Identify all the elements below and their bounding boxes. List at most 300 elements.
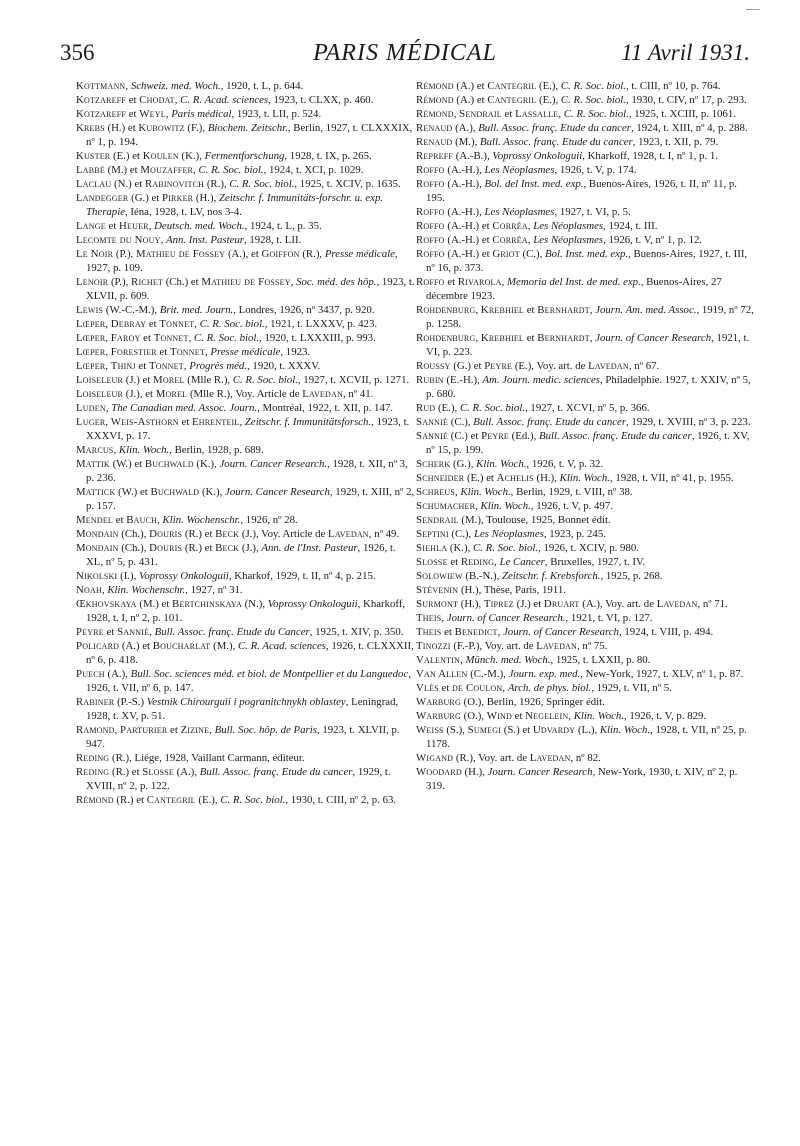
- citation-text: et: [113, 514, 127, 526]
- bibliography-entry: [416, 555, 755, 569]
- citation-text: , 1926, t. V, p. 497.: [530, 500, 613, 512]
- author-name: Kottmann: [76, 80, 126, 92]
- journal-title: Bol. del Inst. med. exp.: [484, 178, 584, 190]
- bibliography-entry: [416, 541, 755, 555]
- citation-text: , 1919, nº 72, p. 1258.: [426, 304, 754, 330]
- citation-text: (J.),: [239, 542, 262, 554]
- author-name: Douris: [149, 528, 183, 540]
- citation-text: , 1926, t. V, p. 174.: [554, 164, 637, 176]
- bibliography-entry: [416, 107, 755, 121]
- author-name: Faroy: [110, 332, 141, 344]
- citation-text: et: [501, 108, 516, 120]
- author-name: Weyl: [139, 108, 166, 120]
- author-name: Rémond: [416, 108, 454, 120]
- citation-text: , nº 49.: [368, 528, 400, 540]
- citation-text: (E.-H.),: [443, 374, 483, 386]
- author-name: Solowiew: [416, 570, 463, 582]
- citation-text: (M.) et: [136, 598, 173, 610]
- citation-text: ,: [475, 500, 481, 512]
- journal-title: Klin. Woch.: [599, 724, 651, 736]
- author-name: Theis: [416, 612, 442, 624]
- author-name: Lassalle: [515, 108, 559, 120]
- author-name: Rohdenburg: [416, 304, 476, 316]
- journal-title: C. R. Soc. biol.: [229, 178, 295, 190]
- citation-text: (C.),: [519, 248, 545, 260]
- author-name: Lavedan: [656, 598, 698, 610]
- citation-text: (K.),: [447, 542, 473, 554]
- citation-text: (A.), Voy. art. de: [579, 598, 657, 610]
- author-name: Roffo: [416, 276, 445, 288]
- citation-text: (R.),: [299, 248, 325, 260]
- author-name: Beck: [215, 528, 240, 540]
- citation-text: , 1929, t. XVIII, nº 3, p. 223.: [626, 416, 751, 428]
- citation-text: ,: [502, 682, 508, 694]
- author-name: Reding: [460, 556, 495, 568]
- author-name: Roffo: [416, 164, 445, 176]
- bibliography-entry: [76, 303, 415, 317]
- citation-text: , 1927, nº 31.: [185, 584, 243, 596]
- author-name: Puech: [76, 668, 105, 680]
- citation-text: (A.-H.) et: [444, 234, 493, 246]
- citation-text: et: [441, 626, 455, 638]
- bibliography-entry: [416, 135, 755, 149]
- bibliography-entry: [416, 247, 755, 275]
- bibliography-entry: [76, 93, 415, 107]
- citation-text: ,: [494, 556, 500, 568]
- citation-text: ,: [157, 514, 163, 526]
- author-name: Rémond: [76, 794, 114, 806]
- citation-text: (B.-N.),: [462, 570, 502, 582]
- citation-text: (W.) et: [109, 458, 145, 470]
- citation-text: (C.-M.),: [467, 668, 509, 680]
- citation-text: , 1930, t. CIV, nº 17, p. 293.: [625, 94, 747, 106]
- author-name: Peyre: [484, 360, 513, 372]
- citation-text: , New-York, 1927, t. XLV, nº 1, p. 87.: [580, 668, 744, 680]
- bibliography-entry: [76, 373, 415, 387]
- journal-title: C. R. Soc. biol.: [232, 374, 298, 386]
- journal-title: Arch. de phys. biol.: [507, 682, 592, 694]
- author-name: Lange: [76, 220, 106, 232]
- author-name: Œkhovskaya: [76, 598, 137, 610]
- author-name: Kuster: [76, 150, 111, 162]
- author-name: Rubin: [416, 374, 444, 386]
- citation-text: (E.),: [536, 80, 561, 92]
- citation-text: (Ch.) et: [163, 276, 202, 288]
- citation-text: et: [438, 682, 453, 694]
- citation-text: (Mlle R.),: [184, 374, 233, 386]
- bibliography-entry: [416, 373, 755, 401]
- author-name: Repreff: [416, 150, 454, 162]
- bibliography-entry: [76, 415, 415, 443]
- citation-text: (K.),: [199, 486, 226, 498]
- bibliography-entry: [76, 163, 415, 177]
- citation-text: (E.) et: [464, 472, 497, 484]
- citation-text: et: [103, 626, 118, 638]
- citation-text: et: [105, 220, 120, 232]
- citation-text: , Kharkof, 1929, t. II, nº 4, p. 215.: [228, 570, 376, 582]
- author-name: Lavedan: [328, 528, 369, 540]
- citation-text: (E.), Voy. art. de: [512, 360, 589, 372]
- citation-text: ,: [527, 220, 534, 232]
- citation-text: (G.) et: [128, 192, 162, 204]
- citation-text: (R.), Voy. art. de: [453, 752, 530, 764]
- author-name: Roffo: [416, 178, 445, 190]
- author-name: Bauch: [126, 514, 158, 526]
- journal-title: Voprossy Onkologuii: [267, 598, 358, 610]
- citation-text: , Londres, 1926, nº 3437, p. 920.: [233, 304, 375, 316]
- citation-text: (C.),: [448, 528, 474, 540]
- bibliography-entry: [416, 331, 755, 359]
- author-name: Luger: [76, 416, 106, 428]
- citation-text: ,: [148, 220, 155, 232]
- bibliography-entry: [416, 583, 755, 597]
- bibliography-entry: [76, 513, 415, 527]
- author-name: Heuer: [119, 220, 149, 232]
- citation-text: , 1928, t. LII.: [243, 234, 302, 246]
- journal-title: Les Néoplasmes: [533, 234, 604, 246]
- author-name: Buchwald: [150, 486, 200, 498]
- author-name: Mattick: [76, 486, 116, 498]
- citation-text: (J.) et: [123, 374, 154, 386]
- bibliography-entry: [76, 191, 415, 219]
- author-name: Wigand: [416, 752, 454, 764]
- citation-text: , 1924, t. III.: [603, 220, 658, 232]
- citation-text: ,: [165, 108, 172, 120]
- citation-text: ,: [475, 304, 481, 316]
- bibliography-entry: [416, 121, 755, 135]
- author-name: Lœper: [76, 360, 106, 372]
- bibliography-entry: [416, 513, 755, 527]
- journal-title: Journ. of Cancer Research: [595, 332, 712, 344]
- bibliography-entry: [416, 667, 755, 681]
- journal-title: The Canadian med. Assoc. Journ.: [111, 402, 258, 414]
- bibliography-entry: [76, 569, 415, 583]
- citation-text: (R.) et: [113, 794, 147, 806]
- bibliography-entry: [416, 695, 755, 709]
- author-name: Krebs: [76, 122, 105, 134]
- citation-text: (A.) et: [119, 640, 153, 652]
- bibliography-entry: [76, 695, 415, 723]
- bibliography-entry: [416, 625, 755, 639]
- citation-text: (F.),: [184, 122, 208, 134]
- author-name: Renaud: [416, 136, 453, 148]
- bibliography-entry: [416, 275, 755, 303]
- citation-text: (R.),: [204, 178, 230, 190]
- citation-text: , 1928, t. VII, nº 41, p. 1955.: [609, 472, 734, 484]
- page-number: 356: [60, 40, 95, 65]
- author-name: Sendrail: [416, 514, 459, 526]
- author-name: Surmont: [416, 598, 459, 610]
- journal-title: C. R. Acad. sciences: [238, 640, 326, 652]
- author-name: Lavedan: [536, 640, 578, 652]
- citation-text: , Buenos-Aires, 27 décembre 1923.: [426, 276, 722, 302]
- bibliography-entry: [416, 499, 755, 513]
- journal-title: Les Néoplasmes: [533, 220, 604, 232]
- author-name: Mathieu de Fossey: [135, 248, 226, 260]
- author-name: Cantegril: [487, 80, 537, 92]
- journal-title: Bull. Assoc. franç. Etude du cancer: [473, 416, 627, 428]
- citation-text: ,: [209, 724, 215, 736]
- bibliography-entry: [416, 233, 755, 247]
- citation-text: , 1926, t. XV, nº 15, p. 199.: [426, 430, 750, 456]
- journal-title: Zeitschr. f. Immunitäts-forschr. u. exp. Therapie: [86, 192, 384, 218]
- bibliography-entry: [416, 457, 755, 471]
- author-name: Weiss: [416, 724, 444, 736]
- author-name: Tonnet: [159, 318, 195, 330]
- author-name: Roffo: [416, 248, 445, 260]
- page-header: [60, 40, 750, 80]
- author-name: Le Noir: [76, 248, 114, 260]
- journal-title: Klin. Woch.: [559, 472, 610, 484]
- author-name: Kotzareff: [76, 94, 127, 106]
- citation-text: (R.) et: [109, 766, 143, 778]
- author-name: Tinozzi: [416, 640, 451, 652]
- citation-text: (E.),: [536, 94, 561, 106]
- author-name: Kubowitz: [138, 122, 185, 134]
- bibliography-entry: [416, 177, 755, 205]
- citation-text: , Montréal, 1922, t. XII, p. 147.: [257, 402, 393, 414]
- citation-text: , 1920, t. L, p. 644.: [220, 80, 304, 92]
- author-name: Morel: [155, 388, 188, 400]
- journal-title: Presse médicale: [324, 248, 395, 260]
- bibliography-entry: [416, 751, 755, 765]
- citation-text: (H.),: [461, 766, 488, 778]
- citation-text: (A.) et: [453, 94, 488, 106]
- journal-title: Bull. Assoc. franç. Etude du cancer: [199, 766, 353, 778]
- bibliography-entry: [76, 345, 415, 359]
- citation-text: ,: [105, 416, 111, 428]
- citation-text: , 1926, t. XL, nº 5, p. 431.: [86, 542, 396, 568]
- author-name: Mouzaffer: [140, 164, 194, 176]
- author-name: Thinj: [110, 360, 136, 372]
- journal-title: Bull. Assoc. franç. Etude du cancer: [538, 430, 692, 442]
- bibliography-entry: [76, 527, 415, 541]
- bibliography-entry: [76, 219, 415, 233]
- journal-title: C. R. Soc. biol.: [560, 80, 626, 92]
- citation-text: (Mlle R.), Voy. Article de: [187, 388, 303, 400]
- author-name: Roffo: [416, 206, 445, 218]
- citation-text: ,: [527, 234, 534, 246]
- bibliography-entry: [416, 471, 755, 485]
- citation-text: , Buenos-Aires, 1927, t. III, nº 16, p. 373.: [426, 248, 748, 274]
- journal-title: C. R. Soc. biol.: [563, 108, 629, 120]
- citation-text: , 1929, t. VII, nº 5.: [591, 682, 672, 694]
- citation-text: , 1927, t. XCVII, p. 1271.: [297, 374, 410, 386]
- author-name: Bertchinskaya: [172, 598, 242, 610]
- citation-text: , New-York, 1930, t. XIV, nº 2, p. 319.: [426, 766, 738, 792]
- bibliography-entry: [76, 639, 415, 667]
- citation-text: ,: [188, 332, 194, 344]
- citation-text: (P.-S.): [114, 696, 147, 708]
- author-name: Rohdenburg: [416, 332, 476, 344]
- citation-text: , 1926, t. VII, nº 6, p. 147.: [86, 668, 411, 694]
- bibliography-entry: [76, 401, 415, 415]
- bibliography-entry: [416, 485, 755, 499]
- citation-text: (A.-B.),: [453, 150, 493, 162]
- author-name: Reding: [76, 766, 110, 778]
- citation-text: (K.),: [178, 150, 205, 162]
- author-name: Tiprez: [483, 598, 514, 610]
- citation-text: (E.),: [435, 402, 460, 414]
- author-name: Forestier: [110, 346, 157, 358]
- citation-text: , 1923.: [280, 346, 311, 358]
- bibliography-entry: [76, 275, 415, 303]
- citation-text: et: [524, 332, 538, 344]
- citation-text: , 1928, t. VII, nº 25, p. 1178.: [426, 724, 747, 750]
- citation-text: (J.), Voy. Article de: [239, 528, 329, 540]
- author-name: Parturier: [120, 724, 168, 736]
- author-name: Valentin: [416, 654, 461, 666]
- journal-title: Klin. Woch.: [573, 710, 625, 722]
- citation-text: (G.),: [450, 458, 477, 470]
- author-name: Morel: [153, 374, 185, 386]
- author-name: Rivarola: [457, 276, 502, 288]
- bibliography-entry: [76, 121, 415, 149]
- bibliography-entry: [76, 359, 415, 373]
- citation-text: , 1923, t. XII, p. 79.: [632, 136, 719, 148]
- citation-text: , 1921, t. VI, p. 223.: [426, 332, 750, 358]
- citation-text: , 1929, t. XIII, nº 2, p. 157.: [86, 486, 415, 512]
- author-name: de Coulon: [452, 682, 503, 694]
- author-name: Debray: [110, 318, 147, 330]
- journal-title: Ann. Inst. Pasteur: [165, 234, 244, 246]
- citation-text: , 1928, t. IX, p. 265.: [284, 150, 372, 162]
- citation-text: , 1923, t. LII, p. 524.: [231, 108, 322, 120]
- citation-text: , 1929, t. XVIII, nº 2, p. 122.: [86, 766, 391, 792]
- citation-text: , 1924, t. XCI, p. 1029.: [263, 164, 364, 176]
- citation-text: (P.),: [113, 248, 136, 260]
- citation-text: , 1928, t. XII, nº 3, p. 236.: [86, 458, 408, 484]
- citation-text: (H.),: [533, 472, 560, 484]
- journal-title: Klin. Woch.: [118, 444, 170, 456]
- journal-title: C. R. Soc. biol.: [199, 318, 265, 330]
- citation-text: et: [178, 416, 192, 428]
- citation-text: (H.),: [458, 598, 484, 610]
- citation-text: (Ch.),: [118, 542, 150, 554]
- citation-text: (Ch.),: [118, 528, 150, 540]
- author-name: Sannié: [117, 626, 150, 638]
- citation-text: ,: [183, 360, 190, 372]
- citation-text: , Berlin, 1928, p. 689.: [169, 444, 264, 456]
- journal-title: Journ. exp. med.: [508, 668, 581, 680]
- author-name: Cantegril: [146, 794, 196, 806]
- citation-text: , nº 67.: [628, 360, 660, 372]
- author-name: Scherk: [416, 458, 451, 470]
- author-name: Renaud: [416, 122, 453, 134]
- citation-text: ,: [460, 654, 466, 666]
- author-name: Bernhardt: [537, 304, 590, 316]
- citation-text: et: [156, 346, 171, 358]
- citation-text: (S.) et: [501, 724, 533, 736]
- citation-text: ,: [501, 276, 508, 288]
- author-name: Siehla: [416, 542, 448, 554]
- citation-text: et: [511, 710, 526, 722]
- bibliography-entry: [76, 317, 415, 331]
- author-name: Luden: [76, 402, 106, 414]
- bibliography-entry: [76, 583, 415, 597]
- citation-text: et: [444, 276, 458, 288]
- author-name: Peyre: [481, 430, 509, 442]
- issue-date: 11 Avril 1931.: [621, 40, 750, 65]
- author-name: Lavedan: [529, 752, 571, 764]
- author-name: Rémond: [416, 80, 454, 92]
- citation-text: , nº 41.: [342, 388, 374, 400]
- bibliography-entry: [76, 457, 415, 485]
- journal-title: Journ. Cancer Research.: [219, 458, 328, 470]
- citation-text: , 1923, p. 245.: [543, 528, 606, 540]
- bibliography-entry: [416, 149, 755, 163]
- author-name: Druart: [543, 598, 580, 610]
- journal-title: Journ. Am. med. Assoc.: [595, 304, 697, 316]
- citation-text: (N.) et: [111, 178, 145, 190]
- citation-text: , 1920, t. LXXXIII, p. 993.: [259, 332, 376, 344]
- citation-text: ,: [114, 724, 121, 736]
- citation-text: (A.-H.) et: [444, 220, 493, 232]
- citation-text: ,: [105, 402, 112, 414]
- bibliography-entry: [76, 233, 415, 247]
- author-name: Weis-Asthorn: [110, 416, 179, 428]
- citation-text: , 1924, t. VIII, p. 494.: [618, 626, 714, 638]
- bibliography-entry: [76, 387, 415, 401]
- bibliography-column-left: [76, 79, 415, 807]
- citation-text: , Berlin, 1929, t. VIII, nº 38.: [510, 486, 633, 498]
- author-name: Sannié: [416, 430, 449, 442]
- citation-text: et: [126, 108, 140, 120]
- bibliography-entry: [76, 541, 415, 569]
- citation-text: ,: [149, 626, 155, 638]
- author-name: Roffo: [416, 220, 445, 232]
- citation-text: (M.) et: [104, 164, 141, 176]
- citation-text: , t. CIII, nº 10, p. 764.: [625, 80, 721, 92]
- citation-text: (A.),: [173, 766, 200, 778]
- author-name: Mendel: [76, 514, 114, 526]
- citation-text: ,: [174, 94, 181, 106]
- author-name: Goiffon: [261, 248, 300, 260]
- citation-text: (H.),: [193, 192, 219, 204]
- bibliography-entry: [416, 611, 755, 625]
- author-name: Koulen: [142, 150, 179, 162]
- citation-text: ,: [105, 318, 111, 330]
- bibliography-entry: [76, 765, 415, 793]
- citation-text: , Philadelphie. 1927, t. XXIV, nº 5, p. 680.: [426, 374, 751, 400]
- journal-title: Bull. Soc. hôp. de Paris: [214, 724, 317, 736]
- citation-text: ,: [105, 346, 111, 358]
- journal-title: C. R. Soc. biol.: [220, 794, 286, 806]
- author-name: Buchwald: [144, 458, 194, 470]
- author-name: Roffo: [416, 234, 445, 246]
- citation-text: , 1923, t. XLVII, p. 609.: [86, 276, 415, 302]
- author-name: Beck: [215, 542, 240, 554]
- author-name: Slosse: [142, 766, 174, 778]
- citation-text: (A.-H.),: [444, 178, 485, 190]
- author-name: Slosse: [416, 556, 448, 568]
- bibliography-entry: [76, 177, 415, 191]
- citation-text: ,: [204, 346, 211, 358]
- author-name: Achelis: [496, 472, 534, 484]
- citation-text: (L.),: [575, 724, 600, 736]
- citation-text: , Buenos-Aires, 1926, t. II, nº 11, p. 195.: [426, 178, 737, 204]
- author-name: Krebhiel: [480, 332, 525, 344]
- bibliography-entry: [416, 527, 755, 541]
- bibliography-column-right: [416, 79, 755, 793]
- citation-text: , 1925, t. XIV, p. 350.: [309, 626, 404, 638]
- journal-title: C. R. Soc. biol.: [194, 332, 260, 344]
- citation-text: , 1927, t. VI, p. 5.: [554, 206, 631, 218]
- citation-text: et: [135, 360, 149, 372]
- journal-title: Münch. med. Woch.: [465, 654, 551, 666]
- author-name: Sannié: [416, 416, 449, 428]
- citation-text: ,: [193, 164, 199, 176]
